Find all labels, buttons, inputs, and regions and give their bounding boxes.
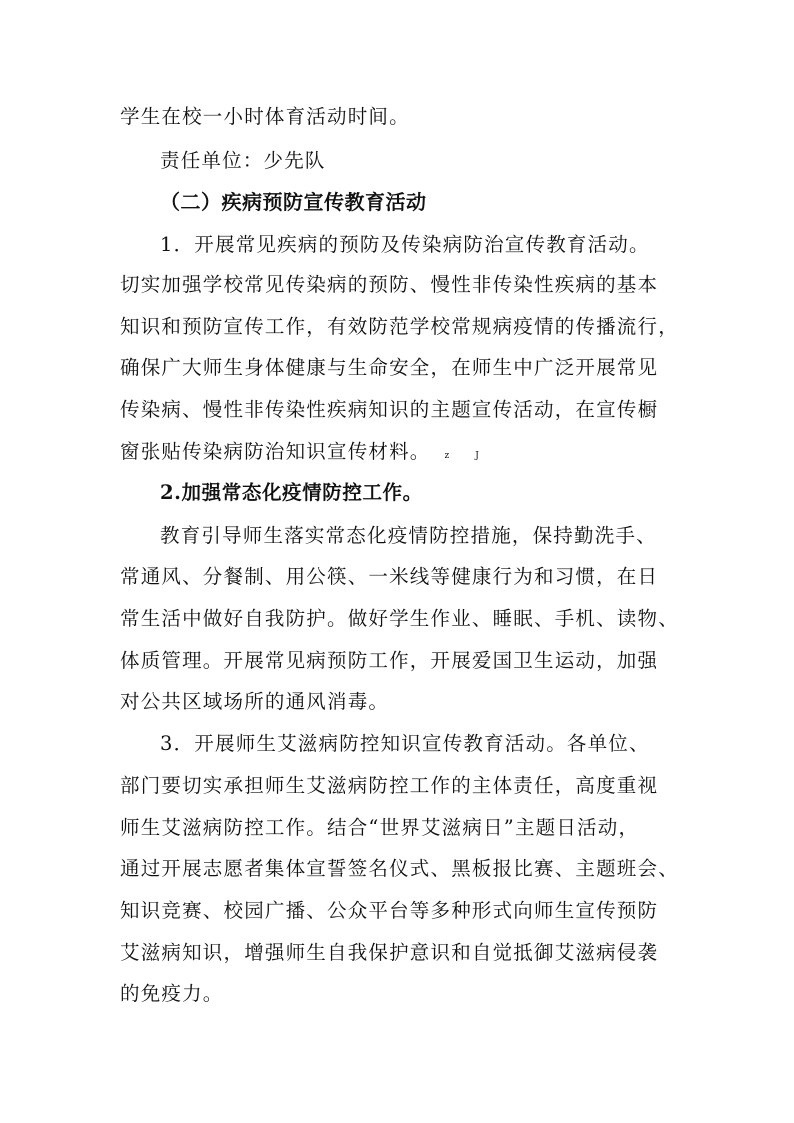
text-line: 责任单位：少先队: [160, 149, 326, 172]
text-line: 知识和预防宣传工作，有效防范学校常规病疫情的传播流行，: [120, 315, 679, 338]
text-line: 常生活中做好自我防护。做好学生作业、睡眠、手机、读物、: [120, 607, 679, 630]
text-line: 窗张贴传染病防治知识宣传材料。: [120, 440, 431, 463]
subsection-heading: 2.加强常态化疫情防控工作。: [160, 481, 423, 504]
text-line: 师生艾滋病防控工作。结合“世界艾滋病日”主题日活动，: [120, 816, 640, 839]
section-heading: （二）疾病预防宣传教育活动: [160, 190, 427, 214]
text-line: 对公共区域场所的通风消毒。: [120, 690, 390, 713]
text-line-with-marks: [120, 439, 479, 469]
text-line: 通过开展志愿者集体宣誓签名仪式、黑板报比赛、主题班会、: [120, 857, 679, 880]
text-line: 传染病、慢性非传染性疾病知识的主题宣传活动，在宣传橱: [120, 398, 659, 421]
text-line: 确保广大师生身体健康与生命安全，在师生中广泛开展常见: [120, 356, 659, 379]
stray-mark: z: [444, 451, 450, 461]
text-line: 常通风、分餐制、用公筷、一米线等健康行为和习惯，在日: [120, 565, 659, 588]
text-line: 3．开展师生艾滋病防控知识宣传教育活动。各单位、: [160, 732, 650, 755]
text-line: 学生在校一小时体育活动时间。: [120, 105, 410, 128]
text-line: 的免疫力。: [120, 982, 224, 1005]
text-line: 艾滋病知识，增强师生自我保护意识和自觉抵御艾滋病侵袭: [120, 941, 659, 964]
text-line: 体质管理。开展常见病预防工作，开展爱国卫生运动，加强: [120, 649, 659, 672]
text-line: 部门要切实承担师生艾滋病防控工作的主体责任，高度重视: [120, 774, 659, 797]
stray-mark: J: [475, 451, 479, 461]
text-line: 知识竞赛、校园广播、公众平台等多种形式向师生宣传预防: [120, 899, 659, 922]
text-line: 切实加强学校常见传染病的预防、慢性非传染性疾病的基本: [120, 273, 659, 296]
text-line: 教育引导师生落实常态化疫情防控措施，保持勤洗手、: [160, 524, 657, 547]
text-line: 1．开展常见疾病的预防及传染病防治宣传教育活动。: [160, 233, 650, 256]
